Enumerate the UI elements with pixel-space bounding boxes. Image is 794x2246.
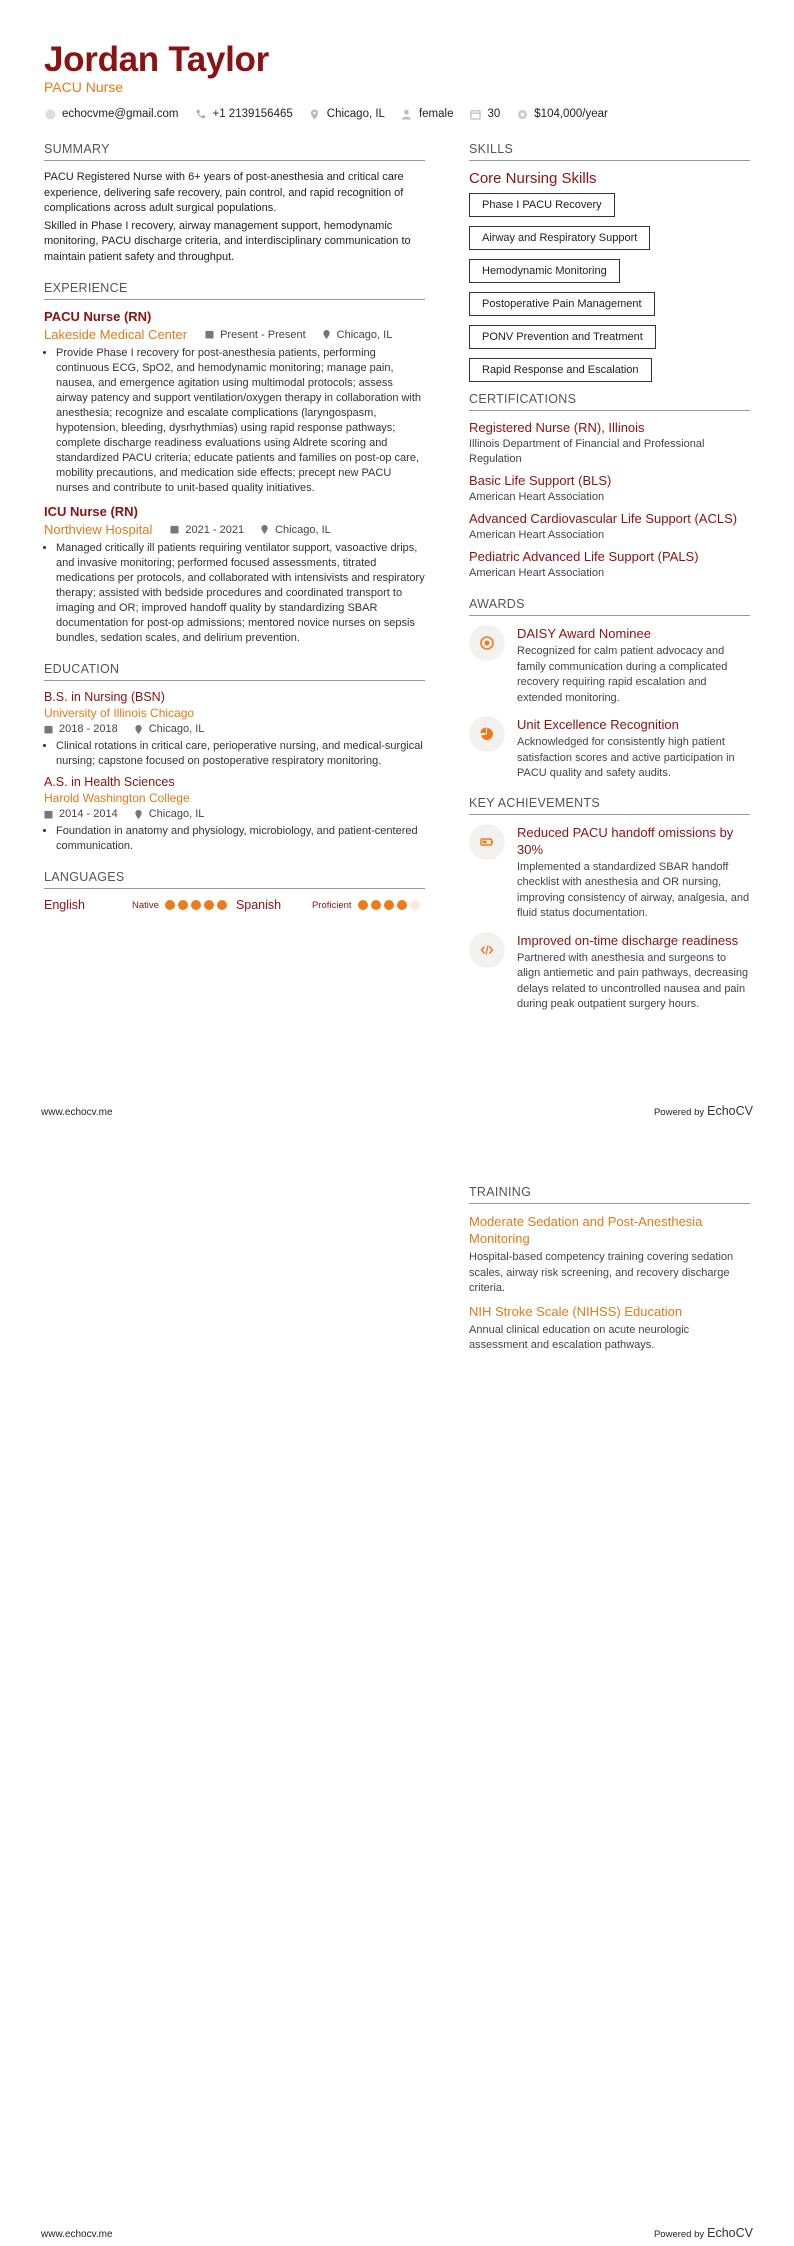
rating-dot (191, 900, 201, 910)
training-desc: Annual clinical education on acute neurologic assessment and escalation pathways. (469, 1323, 690, 1351)
certification-org: Illinois Department of Financial and Professional Regulation (469, 438, 705, 465)
awards-heading: AWARDS (469, 597, 750, 616)
experience-heading: EXPERIENCE (44, 281, 425, 300)
contact-email-text: echocvme@gmail.com (62, 108, 179, 120)
footer-website[interactable]: www.echocv.me (41, 1107, 113, 1118)
rating-dot (178, 900, 188, 910)
summary-paragraph-2: Skilled in Phase I recovery, airway management support, hemodynamic monitoring, PACU discharge criteria, and interdisciplinary communication to maintain patient safety and throughput. (44, 219, 411, 263)
powered-by-text: Powered by (653, 1107, 705, 1118)
languages-row (44, 898, 425, 912)
location-icon (134, 725, 143, 734)
training-title: Moderate Sedation and Post-Anesthesia Monitoring (469, 1214, 703, 1246)
certification-name: Registered Nurse (RN), Illinois (469, 420, 645, 435)
location-icon (322, 330, 331, 339)
location-icon (309, 108, 321, 120)
job-location (260, 524, 331, 536)
phone-icon (195, 108, 207, 120)
award-desc: Acknowledged for consistently high patient satisfaction scores and active participation in PACU quality and safety audits. (517, 736, 735, 779)
skill-tag: Postoperative Pain Management (469, 292, 655, 316)
location-icon (134, 810, 143, 819)
brand-logo: EchoCV (707, 1104, 753, 1118)
job-dates (170, 524, 244, 536)
certification-org: American Heart Association (469, 491, 605, 503)
money-icon (516, 108, 528, 120)
education-degree: B.S. in Nursing (BSN) (44, 690, 165, 704)
job-meta (44, 522, 425, 537)
contact-bar (44, 108, 624, 120)
achievement-desc: Implemented a standardized SBAR handoff checklist with anesthesia and OR nursing, improving consistency of airway, analgesia, and fluid status documentation. (517, 860, 750, 919)
education-school: University of Illinois Chicago (44, 706, 195, 720)
code-icon (469, 932, 505, 968)
location-icon (260, 525, 269, 534)
language-rating (165, 900, 230, 910)
award-entry (469, 625, 750, 706)
contact-gender (401, 108, 454, 120)
education-bullets (44, 739, 425, 769)
education-dates-text: 2018 - 2018 (59, 723, 118, 735)
certification-entry (469, 511, 750, 543)
job-location-text: Chicago, IL (336, 328, 393, 341)
calendar-icon (44, 810, 53, 819)
contact-age-text: 30 (487, 108, 501, 120)
target-icon (469, 625, 505, 661)
education-degree: A.S. in Health Sciences (44, 775, 175, 789)
job-company: Lakeside Medical Center (44, 327, 188, 342)
contact-age (469, 108, 500, 120)
skill-tag: Rapid Response and Escalation (469, 358, 652, 382)
job-bullet: • Managed critically ill patients requiring ventilator support, vasoactive drips, and invasive monitoring; performed focused assessments, titrated medications per protocols, and collaborated with intensivists and respiratory therapy; assisted with bedside procedures and coordinated transport to imaging and OR; improved handoff quality by standardizing SBAR documentation for post-op admissions; mentored novice nurses on sepsis bundles, sedation scales, and delirium prevention. (56, 541, 425, 646)
training-desc: Hospital-based competency training covering sedation scales, airway risk screening, and recovery discharge criteria. (469, 1251, 734, 1294)
certification-name: Basic Life Support (BLS) (469, 473, 612, 488)
job-meta (44, 327, 425, 342)
certification-org: American Heart Association (469, 567, 605, 579)
job-location-text: Chicago, IL (275, 523, 331, 536)
contact-phone-text: +1 2139156465 (212, 108, 293, 120)
job-dates (205, 329, 306, 341)
skill-tag: Hemodynamic Monitoring (469, 259, 620, 283)
contact-location (309, 108, 385, 120)
rating-dot (165, 900, 175, 910)
education-bullet: • Clinical rotations in critical care, perioperative nursing, and medical-surgical nursing; capstone focused on postoperative respiratory monitoring. (56, 739, 425, 769)
battery-icon (469, 824, 505, 860)
job-dates-text: 2021 - 2021 (185, 523, 245, 536)
language-name: Spanish (235, 898, 282, 912)
certification-name: Advanced Cardiovascular Life Support (ACLS) (469, 511, 738, 526)
education-location (134, 723, 205, 735)
rating-dot (217, 900, 227, 910)
language-level: Native (132, 899, 159, 911)
training-title: NIH Stroke Scale (NIHSS) Education (469, 1303, 683, 1319)
language-level: Proficient (311, 899, 352, 911)
job-company: Northview Hospital (44, 522, 153, 537)
summary-paragraph-1: PACU Registered Nurse with 6+ years of post-anesthesia and critical care experience, delivering safe recovery, pain control, and rapid recognition of complications across adult surgical populations. (44, 171, 404, 214)
rating-dot (371, 900, 381, 910)
contact-gender-text: female (418, 108, 454, 120)
job-entry (44, 504, 425, 646)
footer (41, 1104, 753, 1118)
skill-tag: Airway and Respiratory Support (469, 226, 650, 250)
education-entry (44, 775, 425, 854)
education-meta (44, 723, 425, 735)
award-desc: Recognized for calm patient advocacy and family communication during a complicated recovery requiring rapid escalation and extended monitoring. (517, 645, 728, 704)
achievement-title: Improved on-time discharge readiness (517, 932, 739, 948)
skill-tag: Phase I PACU Recovery (469, 193, 615, 217)
job-location (322, 329, 393, 341)
job-dates-text: Present - Present (220, 328, 306, 341)
job-bullet: • Provide Phase I recovery for post-anesthesia patients, performing continuous ECG, SpO2, and hemodynamic monitoring; manage pain, nausea, and emergence agitation using multimodal protocols; assess airway patency and support ventilation/oxygen therapy in collaboration with anesthesia; recognize and escalate complications (laryngospasm, hypotension, bleeding, dysrhythmias) using rapid response pathways; complete discharge readiness evaluations using Aldrete scoring and standardized PACU criteria; educate patients and families on post-op care, mobility precautions, and medication side effects; precept new PACU nurses and contribute to unit-based quality initiatives. (56, 346, 425, 496)
left-column (44, 142, 425, 912)
contact-salary-text: $104,000/year (534, 108, 608, 120)
achievement-desc: Partnered with anesthesia and surgeons to align antiemetic and pain pathways, decreasing delays related to uncontrolled nausea and pain during peak outpatient surgery hours. (517, 951, 749, 1010)
powered-by-text: Powered by (653, 2229, 705, 2240)
rating-dot (384, 900, 394, 910)
education-bullet: • Foundation in anatomy and physiology, microbiology, and patient-centered communication. (56, 824, 425, 854)
calendar-icon (170, 525, 179, 534)
education-location-text: Chicago, IL (148, 808, 205, 820)
job-role: ICU Nurse (RN) (44, 504, 138, 519)
certification-entry (469, 473, 750, 505)
achievement-entry (469, 932, 750, 1013)
language-rating (358, 900, 423, 910)
footer-powered (654, 1104, 753, 1118)
rating-dot (204, 900, 214, 910)
footer (41, 2226, 753, 2240)
calendar-icon (44, 725, 53, 734)
job-entry (44, 309, 425, 496)
footer-website[interactable]: www.echocv.me (41, 2229, 113, 2240)
candidate-name: Jordan Taylor (44, 40, 269, 79)
education-entry (44, 690, 425, 769)
education-dates (44, 808, 118, 820)
education-dates-text: 2014 - 2014 (59, 808, 118, 820)
education-location-text: Chicago, IL (148, 723, 205, 735)
training-entry (469, 1303, 750, 1354)
skills-heading: SKILLS (469, 142, 750, 161)
training-heading: TRAINING (469, 1185, 750, 1204)
job-bullets (44, 541, 425, 646)
training-column (469, 1185, 750, 1354)
education-heading: EDUCATION (44, 662, 425, 681)
right-column (469, 142, 750, 1023)
languages-heading: LANGUAGES (44, 870, 425, 889)
award-entry (469, 716, 750, 782)
footer-powered (654, 2226, 753, 2240)
rating-dot (410, 900, 420, 910)
achievement-entry (469, 824, 750, 922)
skill-category: Core Nursing Skills (469, 170, 597, 187)
contact-email[interactable] (44, 108, 179, 120)
contact-salary (516, 108, 608, 120)
training-entry (469, 1213, 750, 1297)
rating-dot (358, 900, 368, 910)
award-title: DAISY Award Nominee (517, 626, 651, 641)
summary-heading: SUMMARY (44, 142, 425, 161)
education-school: Harold Washington College (44, 791, 190, 805)
certification-entry (469, 549, 750, 581)
education-bullets (44, 824, 425, 854)
award-title: Unit Excellence Recognition (517, 717, 679, 732)
calendar-icon (205, 330, 214, 339)
job-role: PACU Nurse (RN) (44, 309, 152, 324)
rating-dot (397, 900, 407, 910)
person-icon (401, 108, 413, 120)
email-icon (44, 108, 56, 120)
education-dates (44, 723, 118, 735)
language-name: English (44, 898, 85, 912)
certification-name: Pediatric Advanced Life Support (PALS) (469, 549, 699, 564)
skill-tag: PONV Prevention and Treatment (469, 325, 656, 349)
certification-entry (469, 420, 750, 467)
education-meta (44, 808, 425, 820)
achievement-title: Reduced PACU handoff omissions by 30% (517, 824, 734, 857)
contact-location-text: Chicago, IL (326, 108, 385, 120)
job-bullets (44, 346, 425, 496)
pie-chart-icon (469, 716, 505, 752)
candidate-title: PACU Nurse (44, 79, 124, 95)
certification-org: American Heart Association (469, 529, 605, 541)
education-location (134, 808, 205, 820)
certifications-heading: CERTIFICATIONS (469, 392, 750, 411)
achievements-heading: KEY ACHIEVEMENTS (469, 796, 750, 815)
brand-logo: EchoCV (707, 2226, 753, 2240)
calendar-icon (469, 108, 481, 120)
contact-phone[interactable] (195, 108, 293, 120)
